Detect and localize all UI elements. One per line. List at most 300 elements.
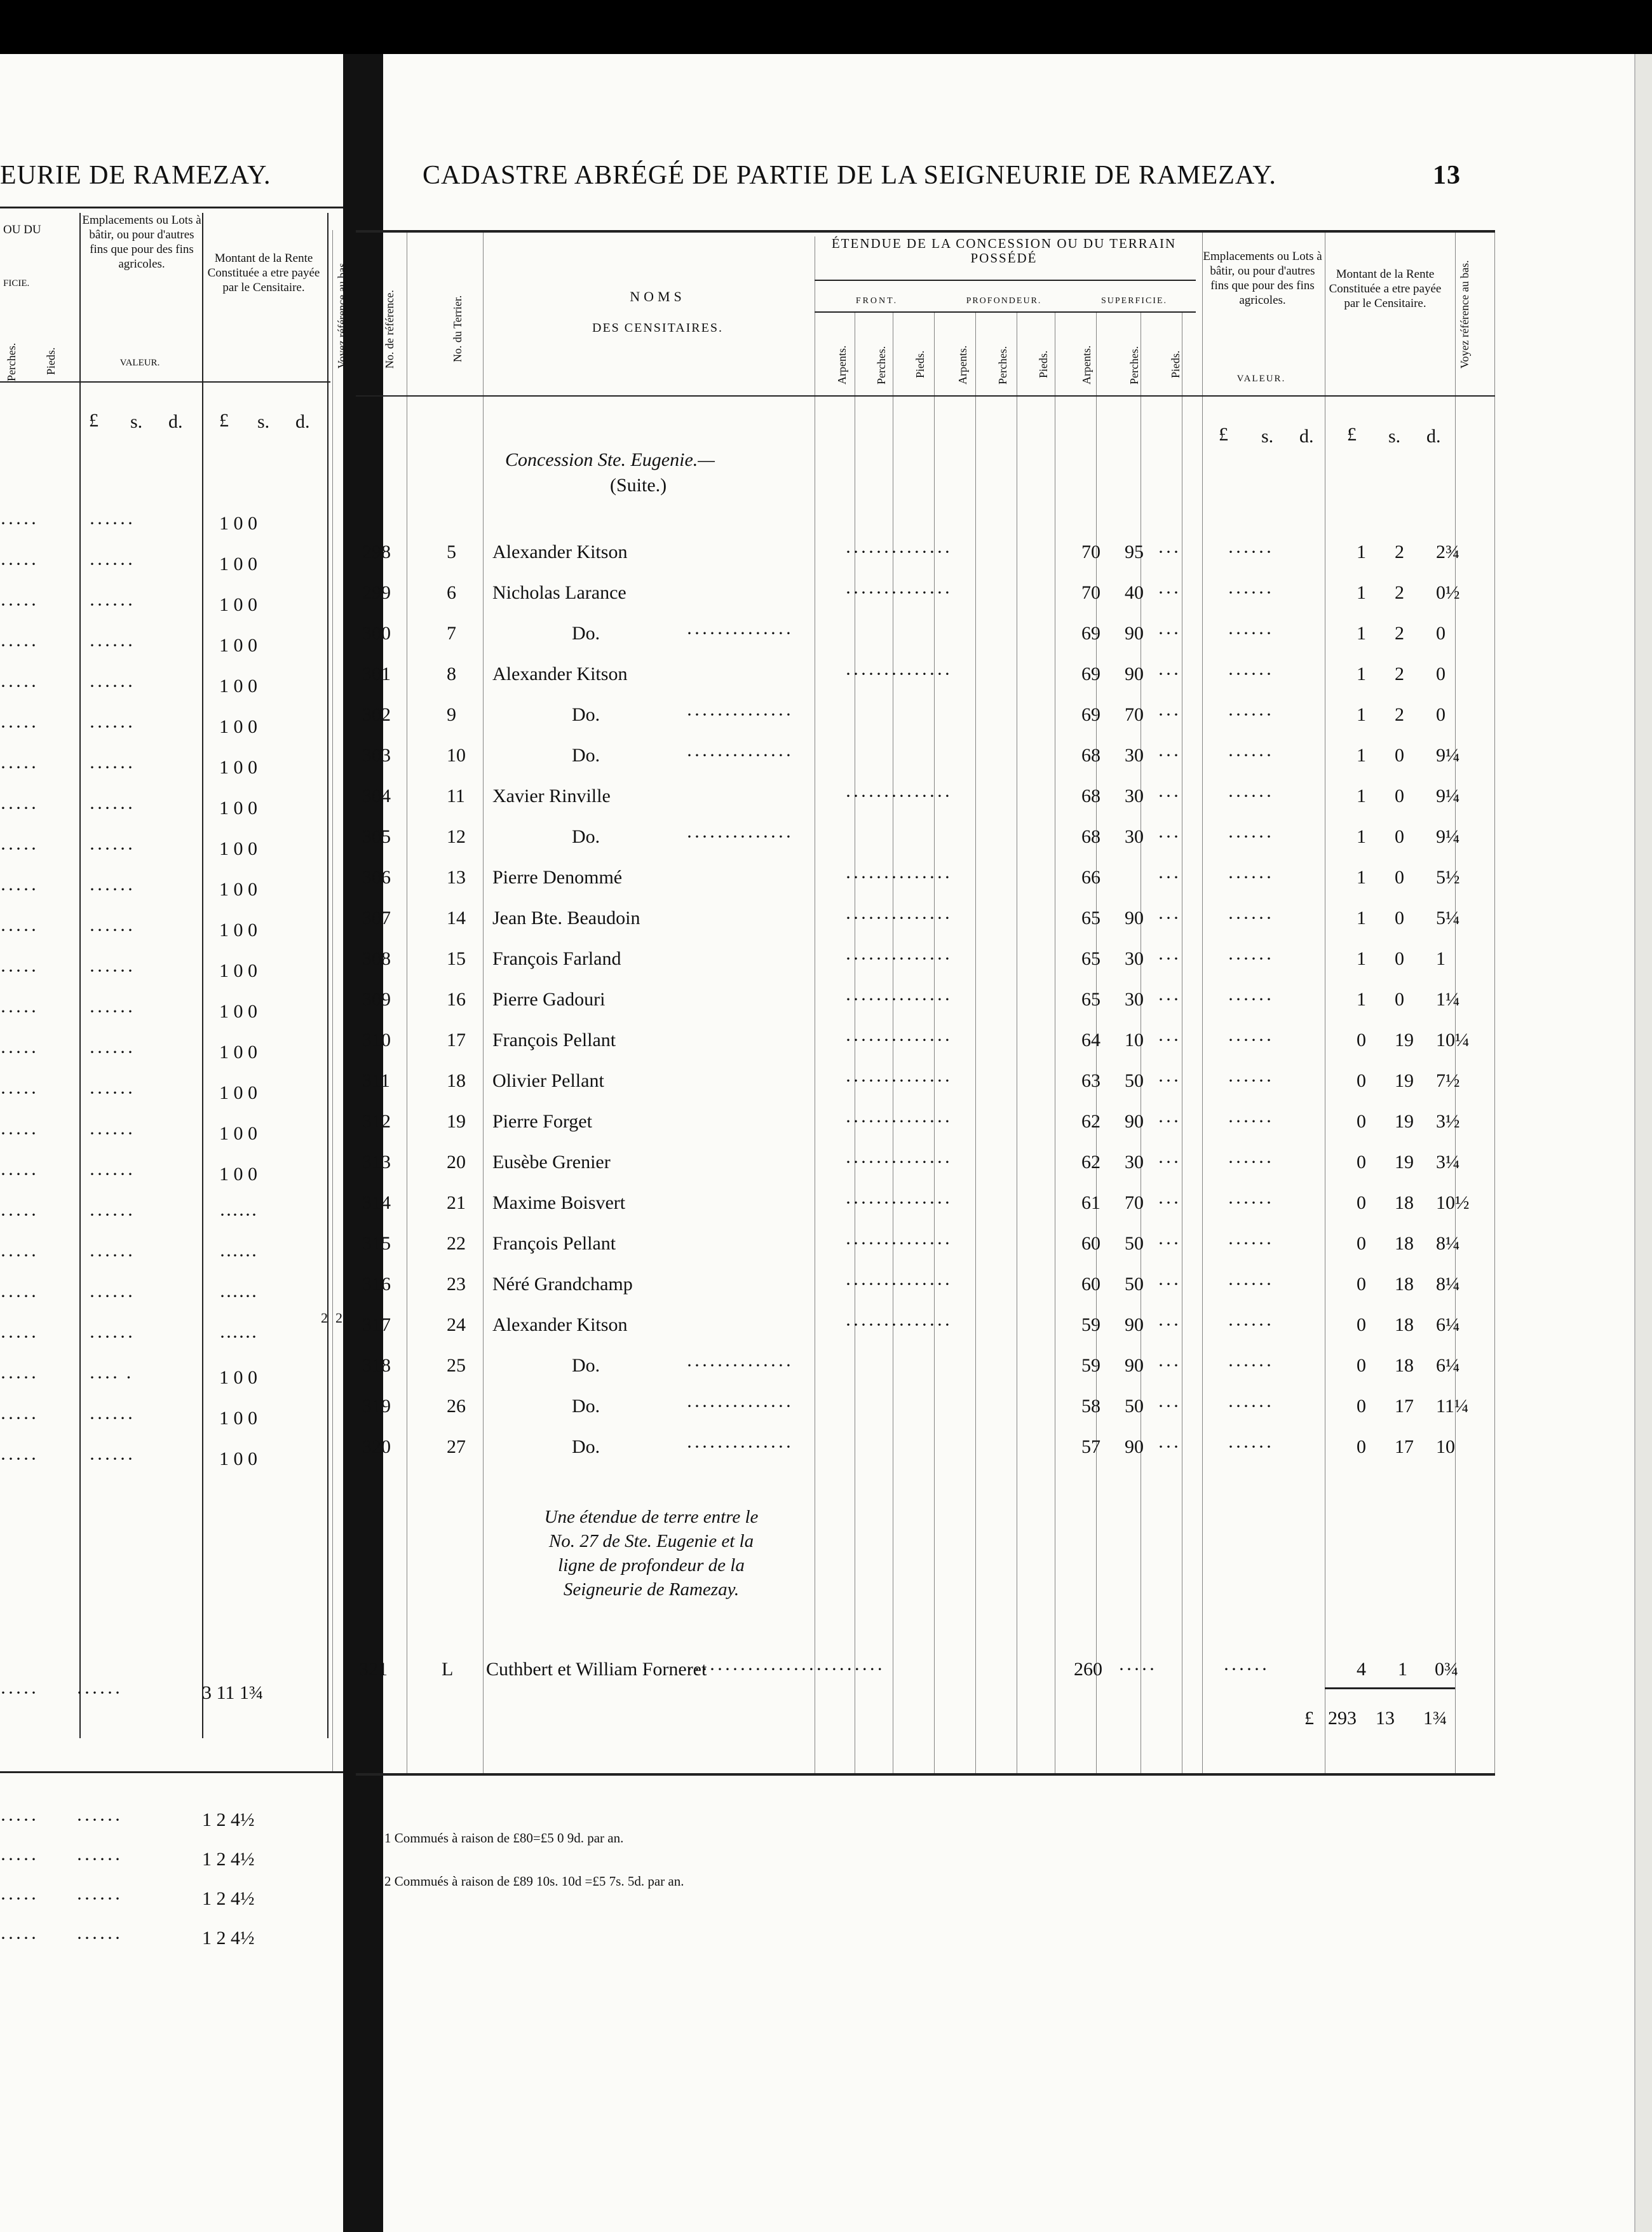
rent-shillings: 19 <box>1395 1111 1414 1132</box>
left-lead-dots: ····· <box>0 1809 38 1830</box>
table-row <box>356 1432 1495 1462</box>
rent-shillings: 0 <box>1395 786 1404 806</box>
prof-pieds-label: Pieds. <box>1037 350 1050 378</box>
leader-dots: ·············· <box>845 1192 952 1213</box>
terrier-number: 12 <box>447 826 466 847</box>
superficie-dots: ··· <box>1158 826 1181 847</box>
rent-pounds: 0 <box>1357 1192 1366 1213</box>
left-emp-dots: ······ <box>76 1888 122 1909</box>
superficie-arpents: 69 <box>1081 623 1100 644</box>
rent-pence: 10¼ <box>1436 1030 1470 1051</box>
total-pound-sign: £ <box>1304 1708 1314 1729</box>
left-rent-amount: 1 2 4½ <box>202 1849 255 1870</box>
left-emp-dots: ······ <box>89 757 135 778</box>
left-emp-dots: ···· · <box>89 1367 133 1388</box>
left-pieds-label: Pieds. <box>44 347 57 375</box>
total-row <box>356 1703 1495 1734</box>
left-rent-amount: 1 0 0 <box>219 1082 257 1103</box>
emplacement-dots: ······ <box>1228 582 1273 603</box>
terrier-number: 7 <box>447 623 456 644</box>
superficie-arpents: 58 <box>1081 1396 1100 1417</box>
rent-pounds: 1 <box>1357 745 1366 766</box>
terrier-number: 6 <box>447 582 456 603</box>
left-table-row <box>0 1444 330 1474</box>
rent-pounds: 1 <box>1357 948 1366 969</box>
left-table-row <box>0 712 330 742</box>
censitaire-name: Do. <box>572 1436 600 1457</box>
table-row <box>356 944 1495 974</box>
terrier-number: 14 <box>447 908 466 929</box>
left-lead-dots: ····· <box>0 1042 38 1063</box>
emplacement-dots: ······ <box>1228 908 1273 929</box>
rent-pounds: 0 <box>1357 1274 1366 1295</box>
superficie-dots: ··· <box>1158 867 1181 888</box>
terrier-number: 27 <box>447 1436 466 1457</box>
superficie-arpents: 69 <box>1081 704 1100 725</box>
left-table-row <box>0 549 330 580</box>
leader-dots: ·············· <box>845 1152 952 1173</box>
rent-pence: 6¼ <box>1436 1355 1460 1376</box>
reference-number: 309 <box>362 989 391 1010</box>
left-bottom-rule <box>0 1771 343 1773</box>
left-lead-dots: ····· <box>0 1245 38 1266</box>
table-row <box>356 1147 1495 1178</box>
left-rent-amount: 1 0 0 <box>219 1042 257 1063</box>
left-table-row <box>0 997 330 1027</box>
left-total-amount: 3 11 1¾ <box>202 1682 264 1703</box>
superficie-dots: ··· <box>1158 908 1181 929</box>
left-table-row <box>0 1281 330 1312</box>
superficie-perches: 90 <box>1125 623 1144 644</box>
censitaire-name: Do. <box>572 704 600 725</box>
left-currency-s: s. <box>130 411 143 432</box>
italic-note-line: ligne de profondeur de la <box>558 1555 745 1575</box>
rent-pounds: 0 <box>1357 1111 1366 1132</box>
rent-shillings: 0 <box>1395 867 1404 888</box>
left-lead-dots: ····· <box>0 920 38 941</box>
left-rent-amount: 1 0 0 <box>219 716 257 737</box>
emplacements-header: Emplacements ou Lots à bâtir, ou pour d'autres fins que pour des fins agricoles. <box>1203 250 1322 307</box>
rent-pence: 1 <box>1436 948 1446 969</box>
reference-number: 301 <box>362 663 391 684</box>
left-lead-dots: ····· <box>0 1408 38 1429</box>
left-lead-dots: ····· <box>0 1928 38 1949</box>
superficie-perches: 30 <box>1125 826 1144 847</box>
terrier-number: 9 <box>447 704 456 725</box>
terrier-number: 13 <box>447 867 466 888</box>
superficie-arpents: 66 <box>1081 867 1100 888</box>
terrier-number: 22 <box>447 1233 466 1254</box>
superficie-dots: ··· <box>1158 1192 1181 1213</box>
leader-dots: ·············· <box>686 704 793 725</box>
superficie-arpents: 59 <box>1081 1355 1100 1376</box>
reference-number: 319 <box>362 1396 391 1417</box>
rent-pounds: 1 <box>1357 908 1366 929</box>
table-row <box>356 740 1495 771</box>
reference-number: 317 <box>362 1314 391 1335</box>
terrier-number: 26 <box>447 1396 466 1417</box>
left-table-row <box>0 590 330 620</box>
superficie-perches: 10 <box>1125 1030 1144 1051</box>
table-row <box>356 659 1495 690</box>
left-emp-dots: ······ <box>89 594 135 615</box>
reference-number: 306 <box>362 867 391 888</box>
rent-pence: 0 <box>1436 663 1446 684</box>
emplacement-dots: ······ <box>1228 1396 1273 1417</box>
italic-note <box>489 1505 813 1602</box>
superficie-arpents: 60 <box>1081 1274 1100 1295</box>
rent-shillings: 19 <box>1395 1070 1414 1091</box>
left-rent-amount: 1 0 0 <box>219 594 257 615</box>
superficie-perches: 90 <box>1125 663 1144 684</box>
left-lead-dots: ····· <box>0 1082 38 1103</box>
left-table-row <box>0 1200 330 1230</box>
total-pounds: 293 <box>1328 1708 1357 1729</box>
voyez-reference-header: Voyez référence au bas. <box>335 260 348 369</box>
left-header-fragment: FICIE. <box>3 278 30 289</box>
sup-pieds-label: Pieds. <box>1169 350 1182 378</box>
rent-pence: 5¼ <box>1436 908 1460 929</box>
left-emp-dots: ······ <box>89 676 135 697</box>
superficie-perches: 90 <box>1125 1314 1144 1335</box>
superficie-dots: ··· <box>1158 541 1181 562</box>
left-lead-dots: ····· <box>0 594 38 615</box>
left-emp-dots: ······ <box>89 635 135 656</box>
right-amt-s: s. <box>1388 426 1401 447</box>
rent-shillings: 17 <box>1395 1436 1414 1457</box>
rent-shillings: 2 <box>1395 541 1404 562</box>
superficie-dots: ··· <box>1158 1355 1181 1376</box>
superficie-dots: ··· <box>1158 989 1181 1010</box>
leader-dots: ·············· <box>845 1274 952 1295</box>
table-row <box>356 1188 1495 1218</box>
rent-shillings: 2 <box>1395 704 1404 725</box>
emplacement-dots: ······ <box>1228 1233 1273 1254</box>
right-emp-s: s. <box>1261 426 1274 447</box>
left-lead-dots: ····· <box>0 635 38 656</box>
sub-header-rule <box>815 311 1196 313</box>
censitaire-name: Maxime Boisvert <box>492 1192 626 1213</box>
table-row <box>356 537 1495 568</box>
superficie-perches: 50 <box>1125 1396 1144 1417</box>
table-row <box>356 1106 1495 1137</box>
left-table-row <box>0 793 330 824</box>
italic-note-line: Une étendue de terre entre le <box>544 1507 759 1527</box>
terrier-number: 21 <box>447 1192 466 1213</box>
superficie-dots: ··· <box>1158 1396 1181 1417</box>
table-row <box>356 903 1495 934</box>
rent-pounds: 1 <box>1357 704 1366 725</box>
rent-pence: 5½ <box>1436 867 1460 888</box>
reference-number: 320 <box>362 1436 391 1457</box>
left-rent-amount: 1 2 4½ <box>202 1888 255 1909</box>
last-row-name: Cuthbert et William Forneret <box>486 1659 707 1680</box>
rent-pence: 1¼ <box>1436 989 1460 1010</box>
right-page <box>383 54 1652 2232</box>
table-row <box>356 1310 1495 1340</box>
reference-number: 302 <box>362 704 391 725</box>
left-emp-dots: ······ <box>89 1001 135 1022</box>
rent-pence: 6¼ <box>1436 1314 1460 1335</box>
book-gutter <box>343 54 383 2232</box>
censitaire-name: Do. <box>572 826 600 847</box>
superficie-perches: 70 <box>1125 704 1144 725</box>
terrier-number: 15 <box>447 948 466 969</box>
terrier-number: 19 <box>447 1111 466 1132</box>
prof-arpents-label: Arpents. <box>956 345 969 384</box>
terrier-number: 23 <box>447 1274 466 1295</box>
left-running-head: EURIE DE RAMEZAY. <box>0 161 271 190</box>
table-row <box>356 1066 1495 1096</box>
left-rent-amount: 1 0 0 <box>219 1001 257 1022</box>
left-emp-dots: ······ <box>89 513 135 534</box>
table-row <box>356 822 1495 852</box>
superficie-perches: 30 <box>1125 786 1144 806</box>
reference-number: 300 <box>362 623 391 644</box>
rent-pence: 9¼ <box>1436 745 1460 766</box>
left-lead-dots: ····· <box>0 879 38 900</box>
rent-pounds: 1 <box>1357 663 1366 684</box>
left-emp-dots: ······ <box>89 1204 135 1225</box>
leader-dots: ·············· <box>845 1070 952 1091</box>
censitaire-name: Nicholas Larance <box>492 582 626 603</box>
last-row-leader: ·························· <box>686 1659 884 1680</box>
reference-number: 315 <box>362 1233 391 1254</box>
front-pieds-label: Pieds. <box>914 350 926 378</box>
rent-pence: 0 <box>1436 704 1446 725</box>
left-rent-amount: 1 0 0 <box>219 920 257 941</box>
page-number: 13 <box>1433 161 1461 190</box>
rent-shillings: 19 <box>1395 1152 1414 1173</box>
reference-number: 311 <box>362 1070 390 1091</box>
superficie-arpents: 65 <box>1081 908 1100 929</box>
rent-shillings: 0 <box>1395 826 1404 847</box>
table-row <box>356 618 1495 649</box>
left-lead-dots: ····· <box>0 513 38 534</box>
right-emp-d: d. <box>1299 426 1314 447</box>
left-rent-amount: 1 0 0 <box>219 1164 257 1185</box>
emplacement-dots: ······ <box>1228 948 1273 969</box>
censitaire-name: François Pellant <box>492 1030 616 1051</box>
terrier-number: 20 <box>447 1152 466 1173</box>
rent-pounds: 1 <box>1357 867 1366 888</box>
superficie-perches: 40 <box>1125 582 1144 603</box>
rent-pounds: 1 <box>1357 541 1366 562</box>
emplacement-dots: ······ <box>1228 1314 1273 1335</box>
left-lead-dots: ····· <box>0 1326 38 1347</box>
superficie-dots: ··· <box>1158 1436 1181 1457</box>
rent-shillings: 18 <box>1395 1355 1414 1376</box>
column-rule <box>332 230 333 1773</box>
terrier-number: 18 <box>447 1070 466 1091</box>
left-table-row <box>0 834 330 864</box>
table-row <box>356 1228 1495 1259</box>
left-lead-dots: ····· <box>0 676 38 697</box>
censitaire-name: Néré Grandchamp <box>492 1274 633 1295</box>
right-emp-pound: £ <box>1219 424 1228 445</box>
page-edge <box>1634 54 1652 2232</box>
left-emp-dots: ······ <box>89 1326 135 1347</box>
left-lead-dots: ····· <box>0 1448 38 1469</box>
rent-shillings: 17 <box>1395 1396 1414 1417</box>
leader-dots: ·············· <box>845 1233 952 1254</box>
left-lead-dots: ····· <box>0 1204 38 1225</box>
left-rent-amount: 1 0 0 <box>219 676 257 697</box>
left-emp-dots: ······ <box>89 716 135 737</box>
left-bottom-row <box>0 1884 330 1914</box>
footnote-1: 1 Commués à raison de £80=£5 0 9d. par an. <box>384 1830 624 1846</box>
superficie-dots: ··· <box>1158 1030 1181 1051</box>
rent-shillings: 19 <box>1395 1030 1414 1051</box>
left-emp-dots: ······ <box>89 1123 135 1144</box>
last-row-dots: ····· <box>1118 1659 1156 1680</box>
rent-pounds: 0 <box>1357 1030 1366 1051</box>
leader-dots: ·············· <box>845 867 952 888</box>
rent-shillings: 0 <box>1395 989 1404 1010</box>
rent-pence: 8¼ <box>1436 1274 1460 1295</box>
leader-dots: ·············· <box>845 1111 952 1132</box>
left-emp-dots: ······ <box>89 554 135 575</box>
censitaire-name: Do. <box>572 1396 600 1417</box>
montant-header: Montant de la Rente Constituée a etre payée par le Censitaire. <box>1329 268 1442 310</box>
left-header-rule <box>0 207 343 208</box>
left-table-row <box>0 1078 330 1108</box>
front-arpents-label: Arpents. <box>836 345 848 384</box>
left-emp-dots: ······ <box>89 1408 135 1429</box>
censitaire-name: Pierre Gadouri <box>492 989 606 1010</box>
superficie-perches: 50 <box>1125 1070 1144 1091</box>
table-row <box>356 984 1495 1015</box>
censitaire-name: Alexander Kitson <box>492 663 628 684</box>
censitaire-name: Jean Bte. Beaudoin <box>492 908 640 929</box>
no-reference-header: No. de référence. <box>383 290 396 369</box>
left-table-row <box>0 1322 330 1352</box>
terrier-number: 17 <box>447 1030 466 1051</box>
left-rent-amount: 1 0 0 <box>219 1448 257 1469</box>
rent-pence: 7½ <box>1436 1070 1460 1091</box>
table-row <box>356 862 1495 893</box>
reference-number: 314 <box>362 1192 391 1213</box>
superficie-arpents: 64 <box>1081 1030 1100 1051</box>
profondeur-header: PROFONDEUR. <box>966 296 1042 306</box>
superficie-perches: 70 <box>1125 1192 1144 1213</box>
left-emp-dots: ······ <box>89 798 135 819</box>
noms-header: NOMS <box>630 289 686 304</box>
rent-shillings: 18 <box>1395 1233 1414 1254</box>
table-row <box>356 1269 1495 1300</box>
italic-note-line: No. 27 de Ste. Eugenie et la <box>548 1531 754 1551</box>
table-row <box>356 700 1495 730</box>
reference-number: 305 <box>362 826 391 847</box>
last-row-emp: ······ <box>1223 1659 1269 1680</box>
leader-dots: ·············· <box>845 908 952 929</box>
superficie-arpents: 68 <box>1081 826 1100 847</box>
rent-pounds: 0 <box>1357 1314 1366 1335</box>
leader-dots: ·············· <box>686 1436 793 1457</box>
last-row-terrier: L <box>442 1659 454 1680</box>
table-row <box>356 781 1495 812</box>
left-perches-label: Perches. <box>5 343 18 381</box>
sup-arpents-label: Arpents. <box>1080 345 1093 384</box>
terrier-number: 11 <box>447 786 465 806</box>
emplacement-dots: ······ <box>1228 989 1273 1010</box>
left-lead-dots: ····· <box>0 798 38 819</box>
front-perches-label: Perches. <box>875 346 888 384</box>
rent-shillings: 2 <box>1395 663 1404 684</box>
superficie-arpents: 62 <box>1081 1111 1100 1132</box>
leader-dots: ·············· <box>845 663 952 684</box>
left-rent-amount: 1 0 0 <box>219 838 257 859</box>
left-emp-dots: ······ <box>89 1082 135 1103</box>
censitaire-name: Olivier Pellant <box>492 1070 604 1091</box>
rent-pence: 11¼ <box>1436 1396 1469 1417</box>
left-bottom-row <box>0 1844 330 1875</box>
footnote-2: 2 Commués à raison de £89 10s. 10d =£5 7s. 5d. par an. <box>384 1874 684 1889</box>
leader-dots: ·············· <box>686 623 793 644</box>
left-table-row <box>0 1119 330 1149</box>
rent-shillings: 0 <box>1395 908 1404 929</box>
terrier-number: 5 <box>447 541 456 562</box>
left-rent-amount: 1 0 0 <box>219 513 257 534</box>
superficie-arpents: 57 <box>1081 1436 1100 1457</box>
left-emp-dots: ······ <box>89 879 135 900</box>
left-emplacements-header: Emplacements ou Lots à bâtir, ou pour d'autres fins que pour des fins agricoles. <box>82 214 201 271</box>
emplacement-dots: ······ <box>1228 1436 1273 1457</box>
superficie-dots: ··· <box>1158 1152 1181 1173</box>
rent-pounds: 1 <box>1357 989 1366 1010</box>
rent-pence: 9¼ <box>1436 786 1460 806</box>
left-rent-amount: 1 0 0 <box>219 1367 257 1388</box>
rent-pounds: 1 <box>1357 786 1366 806</box>
etendue-header: ÉTENDUE DE LA CONCESSION OU DU TERRAIN POSSÉDÉ <box>831 236 1177 266</box>
superficie-arpents: 63 <box>1081 1070 1100 1091</box>
superficie-perches: 50 <box>1125 1233 1144 1254</box>
rent-pence: 0 <box>1436 623 1446 644</box>
leader-dots: ·············· <box>845 948 952 969</box>
reference-number: 310 <box>362 1030 391 1051</box>
superficie-dots: ··· <box>1158 582 1181 603</box>
left-table-row <box>0 630 330 661</box>
valeur-header: VALEUR. <box>1236 374 1286 384</box>
emplacement-dots: ······ <box>1228 1355 1273 1376</box>
left-lead-dots: ····· <box>0 1001 38 1022</box>
superficie-arpents: 69 <box>1081 663 1100 684</box>
rent-pounds: 1 <box>1357 582 1366 603</box>
left-table-row <box>0 874 330 905</box>
left-table-row <box>0 1241 330 1271</box>
emplacement-dots: ······ <box>1228 1030 1273 1051</box>
leader-dots: ·············· <box>845 541 952 562</box>
left-lead-dots: ····· <box>0 757 38 778</box>
left-emp-dots: ······ <box>89 1448 135 1469</box>
left-lead-dots: ····· <box>0 960 38 981</box>
left-lead-dots: ····· <box>0 554 38 575</box>
rent-pence: 0½ <box>1436 582 1460 603</box>
section-subtitle: (Suite.) <box>610 475 667 496</box>
left-bottom-row <box>0 1805 330 1835</box>
left-table-row <box>0 1363 330 1393</box>
left-rent-amount: 1 0 0 <box>219 1408 257 1429</box>
superficie-arpents: 65 <box>1081 989 1100 1010</box>
leader-dots: ·············· <box>686 1355 793 1376</box>
left-table-row <box>0 671 330 702</box>
emplacement-dots: ······ <box>1228 1192 1273 1213</box>
censitaire-name: Alexander Kitson <box>492 541 628 562</box>
left-rent-amount: ······ <box>219 1286 257 1307</box>
superficie-arpents: 61 <box>1081 1192 1100 1213</box>
reference-number: 318 <box>362 1355 391 1376</box>
left-rent-amount: 1 0 0 <box>219 554 257 575</box>
